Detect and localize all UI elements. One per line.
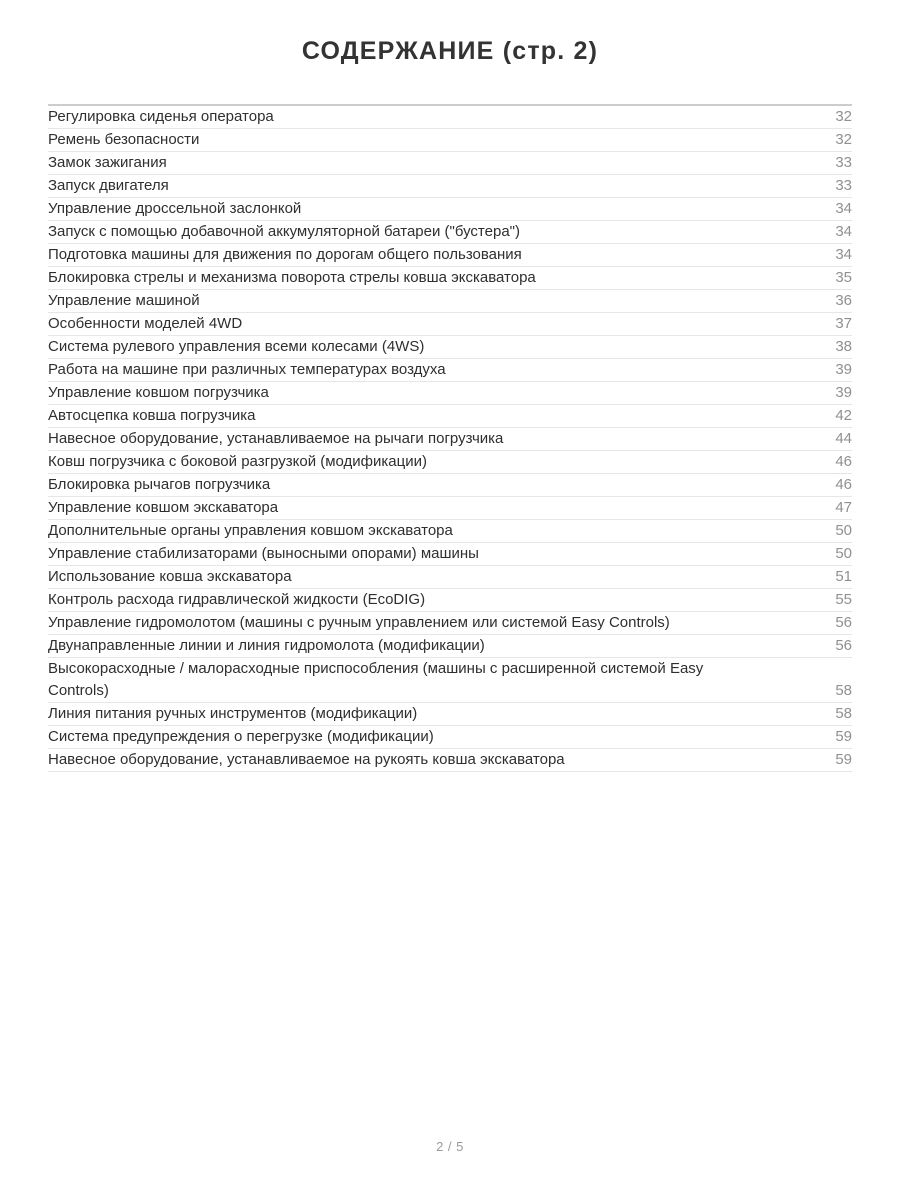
toc-entry-page-number: 50 (835, 545, 852, 562)
toc-entry-title[interactable]: Система рулевого управления всеми колесами (4WS) (48, 338, 425, 355)
table-of-contents (48, 66, 852, 772)
toc-table-body (48, 105, 852, 772)
toc-entry-row[interactable] (48, 313, 852, 336)
toc-entry-page-number: 44 (835, 430, 852, 447)
toc-entry-title[interactable]: Регулировка сиденья оператора (48, 108, 274, 125)
toc-entry-title[interactable]: Навесное оборудование, устанавливаемое на рычаги погрузчика (48, 430, 504, 447)
toc-entry-title[interactable]: Замок зажигания (48, 154, 167, 171)
toc-entry-title[interactable]: Запуск с помощью добавочной аккумуляторной батареи ("бустера") (48, 223, 520, 240)
toc-entry-row[interactable] (48, 749, 852, 772)
toc-entry-page-number: 56 (835, 637, 852, 654)
toc-entry-title[interactable]: Особенности моделей 4WD (48, 315, 243, 332)
toc-entry-row[interactable] (48, 635, 852, 658)
page-footer: 2 / 5 (436, 1139, 464, 1154)
toc-entry-title[interactable]: Подготовка машины для движения по дорогам общего пользования (48, 246, 522, 263)
toc-entry-page-number: 34 (835, 200, 852, 217)
toc-entry-row[interactable] (48, 428, 852, 451)
toc-entry-page-number: 46 (835, 453, 852, 470)
toc-entry-page-number: 33 (835, 154, 852, 171)
toc-entry-row[interactable] (48, 290, 852, 313)
toc-entry-row[interactable] (48, 382, 852, 405)
toc-entry-title[interactable]: Управление гидромолотом (машины с ручным управлением или системой Easy Controls) (48, 614, 670, 631)
toc-entry-title[interactable]: Навесное оборудование, устанавливаемое на рукоять ковша экскаватора (48, 751, 565, 768)
toc-entry-title[interactable]: Запуск двигателя (48, 177, 169, 194)
toc-entry-page-number: 46 (835, 476, 852, 493)
toc-entry-row[interactable] (48, 198, 852, 221)
toc-entry-title[interactable]: Ремень безопасности (48, 131, 200, 148)
toc-entry-row[interactable] (48, 520, 852, 543)
toc-entry-page-number: 32 (835, 108, 852, 125)
toc-entry-title[interactable]: Линия питания ручных инструментов (модификации) (48, 705, 418, 722)
toc-entry-page-number: 47 (835, 499, 852, 516)
toc-entry-row[interactable] (48, 152, 852, 175)
toc-entry-title[interactable]: Управление ковшом погрузчика (48, 384, 269, 401)
toc-entry-row[interactable] (48, 451, 852, 474)
toc-entry-page-number: 38 (835, 338, 852, 355)
toc-entry-title[interactable]: Блокировка стрелы и механизма поворота стрелы ковша экскаватора (48, 269, 536, 286)
toc-entry-title[interactable]: Управление дроссельной заслонкой (48, 200, 302, 217)
toc-entry-page-number: 58 (835, 705, 852, 722)
toc-entry-title[interactable]: Ковш погрузчика с боковой разгрузкой (модификации) (48, 453, 427, 470)
toc-entry-row[interactable] (48, 474, 852, 497)
toc-entry-title[interactable]: Высокорасходные / малорасходные приспособления (машины с расширенной системой Easy Controls) (48, 660, 704, 699)
page-title: СОДЕРЖАНИЕ (стр. 2) (301, 37, 599, 65)
toc-entry-title[interactable]: Работа на машине при различных температурах воздуха (48, 361, 446, 378)
toc-entry-title[interactable]: Система предупреждения о перегрузке (модификации) (48, 728, 434, 745)
toc-entry-title[interactable]: Управление ковшом экскаватора (48, 499, 279, 516)
toc-entry-page-number: 36 (835, 292, 852, 309)
toc-entry-page-number: 58 (835, 682, 852, 699)
toc-entry-page-number: 39 (835, 384, 852, 401)
toc-entry-row[interactable] (48, 221, 852, 244)
toc-table (48, 104, 852, 772)
toc-entry-title[interactable]: Автосцепка ковша погрузчика (48, 407, 256, 424)
toc-entry-row[interactable] (48, 244, 852, 267)
toc-entry-row[interactable] (48, 497, 852, 520)
toc-entry-row[interactable] (48, 267, 852, 290)
toc-entry-row[interactable] (48, 726, 852, 749)
toc-entry-title[interactable]: Управление машиной (48, 292, 200, 309)
toc-entry-row[interactable] (48, 175, 852, 198)
toc-entry-page-number: 34 (835, 223, 852, 240)
toc-entry-row[interactable] (48, 359, 852, 382)
toc-entry-row[interactable] (48, 336, 852, 359)
toc-entry-page-number: 50 (835, 522, 852, 539)
toc-entry-page-number: 37 (835, 315, 852, 332)
toc-entry-page-number: 59 (835, 751, 852, 768)
toc-entry-title[interactable]: Использование ковша экскаватора (48, 568, 292, 585)
toc-entry-title[interactable]: Дополнительные органы управления ковшом экскаватора (48, 522, 453, 539)
toc-entry-page-number: 59 (835, 728, 852, 745)
toc-entry-row[interactable] (48, 543, 852, 566)
toc-entry-row[interactable] (48, 405, 852, 428)
toc-entry-page-number: 55 (835, 591, 852, 608)
toc-entry-row[interactable] (48, 129, 852, 152)
toc-entry-title[interactable]: Двунаправленные линии и линия гидромолота (модификации) (48, 637, 485, 654)
toc-entry-title[interactable]: Управление стабилизаторами (выносными опорами) машины (48, 545, 479, 562)
toc-entry-page-number: 32 (835, 131, 852, 148)
toc-entry-row[interactable] (48, 612, 852, 635)
toc-entry-title[interactable]: Блокировка рычагов погрузчика (48, 476, 271, 493)
toc-entry-page-number: 42 (835, 407, 852, 424)
toc-entry-row[interactable] (48, 566, 852, 589)
toc-entry-page-number: 51 (835, 568, 852, 585)
toc-entry-row[interactable] (48, 703, 852, 726)
toc-entry-page-number: 34 (835, 246, 852, 263)
toc-entry-page-number: 56 (835, 614, 852, 631)
toc-entry-page-number: 39 (835, 361, 852, 378)
toc-entry-title[interactable]: Контроль расхода гидравлической жидкости (EcoDIG) (48, 591, 426, 608)
toc-entry-row[interactable] (48, 658, 852, 703)
toc-entry-row[interactable] (48, 589, 852, 612)
toc-entry-row[interactable] (48, 105, 852, 129)
toc-entry-page-number: 35 (835, 269, 852, 286)
toc-entry-page-number: 33 (835, 177, 852, 194)
